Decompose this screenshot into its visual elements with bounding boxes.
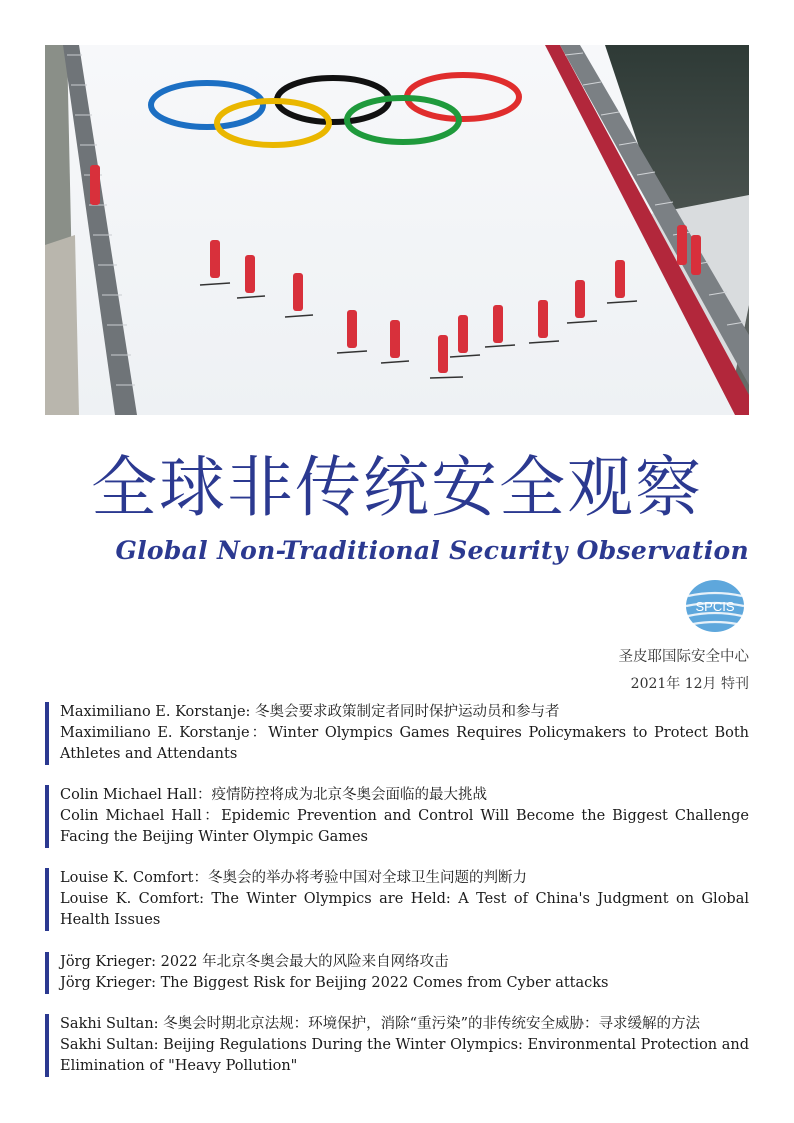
olympic-slope-illustration	[45, 45, 749, 415]
article-item[interactable]	[45, 1014, 749, 1077]
article-item[interactable]	[45, 702, 749, 765]
issue-date: 2021年 12月 特刊	[630, 676, 749, 692]
article-item[interactable]	[45, 952, 749, 994]
article-title-en: Sakhi Sultan: Beijing Regulations During the Winter Olympics: Environmental Protection and Elimination of "Heavy Pollution"	[60, 1037, 750, 1074]
article-title-cn: Colin Michael Hall：疫情防控将成为北京冬奥会面临的最大挑战	[60, 787, 488, 803]
article-title-en: Jӧrg Krieger: The Biggest Risk for Beijing 2022 Comes from Cyber attacks	[60, 975, 609, 991]
spcis-logo	[683, 578, 747, 634]
logo-text: SPCIS	[695, 599, 735, 614]
article-title-cn: Jӧrg Krieger: 2022 年北京冬奥会最大的风险来自网络攻击	[60, 954, 449, 970]
article-item[interactable]	[45, 868, 749, 931]
title-english: Global Non-Traditional Security Observation	[115, 536, 749, 565]
globe-icon	[683, 578, 747, 634]
article-title-en: Maximiliano E. Korstanje：Winter Olympics Games Requires Policymakers to Protect Both Athletes and Attendants	[60, 725, 749, 762]
article-title-cn: Sakhi Sultan: 冬奥会时期北京法规：环境保护，消除“重污染”的非传统安全威胁：寻求缓解的方法	[60, 1016, 700, 1032]
cover-photo	[45, 45, 749, 415]
article-title-en: Colin Michael Hall：Epidemic Prevention and Control Will Become the Biggest Challenge Facing the Beijing Winter Olympic Games	[60, 808, 749, 845]
article-title-cn: Louise K. Comfort：冬奥会的举办将考验中国对全球卫生问题的判断力	[60, 870, 527, 886]
article-title-cn: Maximiliano E. Korstanje: 冬奥会要求政策制定者同时保护运动员和参与者	[60, 704, 560, 720]
article-item[interactable]	[45, 785, 749, 848]
article-title-en: Louise K. Comfort: The Winter Olympics are Held: A Test of China's Judgment on Global Health Issues	[60, 891, 749, 928]
publisher-name: 圣皮耶国际安全中心	[618, 649, 749, 665]
title-chinese: 全球非传统安全观察	[91, 449, 703, 526]
